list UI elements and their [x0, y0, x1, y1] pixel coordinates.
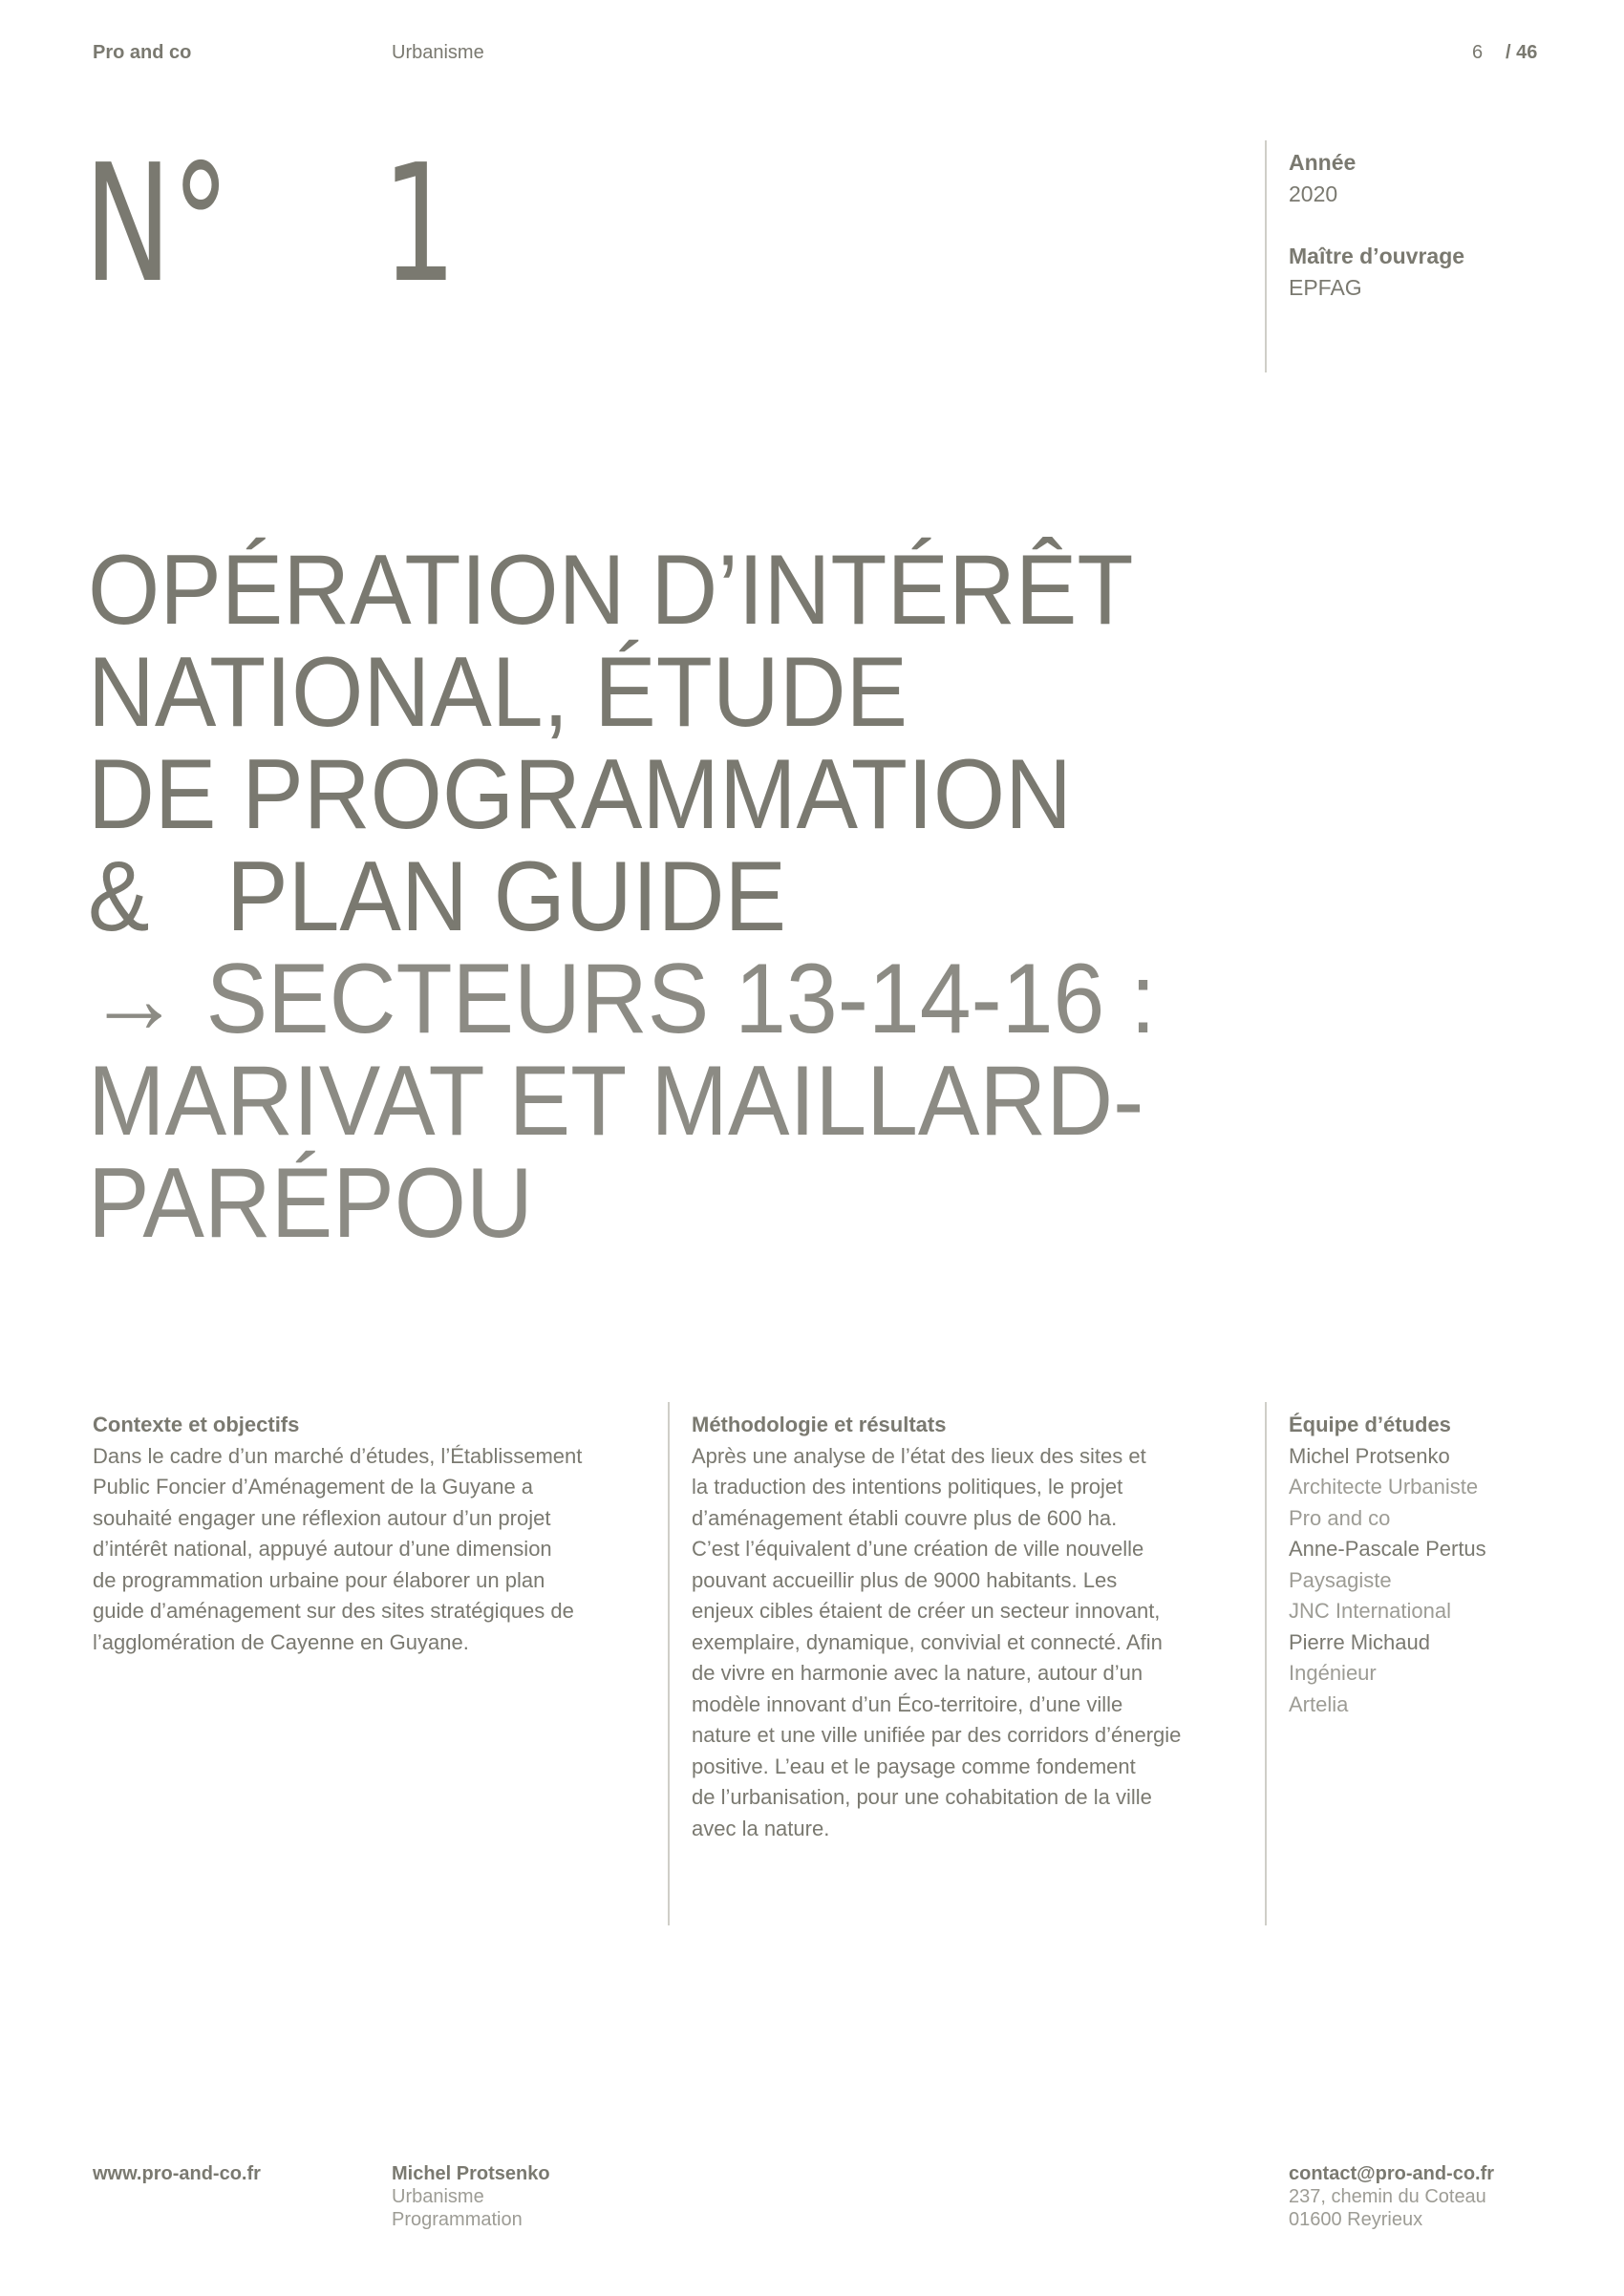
title-line: NATIONAL, ÉTUDE	[88, 637, 908, 748]
context-line: souhaité engager une réflexion autour d’un projet	[93, 1505, 551, 1530]
address-line: 01600 Reyrieux	[1289, 2209, 1423, 2230]
team-member-name: Anne-Pascale Pertus	[1289, 1537, 1486, 1561]
team-heading: Équipe d’études	[1289, 1413, 1451, 1436]
context-line: Dans le cadre d’un marché d’études, l’Établissement	[93, 1443, 583, 1468]
project-number-prefix: N°	[84, 130, 230, 319]
column-divider	[1265, 1402, 1267, 1925]
year-value: 2020	[1289, 181, 1338, 206]
method-line: d’aménagement établi couvre plus de 600 ha.	[692, 1505, 1118, 1530]
context-line: d’intérêt national, appuyé autour d’une dimension	[93, 1537, 552, 1561]
team-member-role: Paysagiste	[1289, 1567, 1392, 1592]
website-link[interactable]: www.pro-and-co.fr	[93, 2163, 261, 2184]
footer-person-block	[392, 2162, 550, 2231]
method-line: de vivre en harmonie avec la nature, autour d’un	[692, 1661, 1143, 1685]
project-title	[88, 535, 1292, 1259]
method-line: avec la nature.	[692, 1816, 830, 1840]
brand-name: Pro and co	[93, 42, 192, 63]
method-line: la traduction des intentions politiques, le projet	[692, 1475, 1123, 1499]
method-section	[692, 1410, 1265, 1844]
subtitle-line: PARÉPOU	[88, 1148, 533, 1259]
team-member-org: Pro and co	[1289, 1505, 1391, 1530]
context-line: l’agglomération de Cayenne en Guyane.	[93, 1629, 469, 1654]
page-total: / 46	[1506, 42, 1538, 63]
context-line: Public Foncier d’Aménagement de la Guyane a	[93, 1475, 534, 1499]
email-link[interactable]: contact@pro-and-co.fr	[1289, 2163, 1495, 2184]
method-heading: Méthodologie et résultats	[692, 1413, 947, 1436]
address-line: 237, chemin du Coteau	[1289, 2186, 1486, 2207]
team-member-org: JNC International	[1289, 1599, 1451, 1623]
footer-person-line: Urbanisme	[392, 2186, 484, 2207]
method-line: Après une analyse de l’état des lieux des sites et	[692, 1443, 1146, 1468]
footer-person-line: Programmation	[392, 2209, 523, 2230]
team-member-name: Pierre Michaud	[1289, 1629, 1430, 1654]
title-line: & PLAN GUIDE	[88, 841, 786, 952]
team-member-org: Artelia	[1289, 1691, 1349, 1716]
method-line: C’est l’équivalent d’une création de ville nouvelle	[692, 1537, 1144, 1561]
team-member-role: Architecte Urbaniste	[1289, 1475, 1479, 1499]
team-section	[1289, 1410, 1604, 1720]
client-value: EPFAG	[1289, 275, 1362, 300]
footer-person-name: Michel Protsenko	[392, 2163, 550, 2184]
subtitle-line: → SECTEURS 13-14-16 :	[88, 944, 1157, 1054]
method-line: enjeux cibles étaient de créer un secteur innovant,	[692, 1599, 1161, 1623]
project-number: 1	[382, 130, 457, 319]
method-line: nature et une ville unifiée par des corridors d’énergie	[692, 1723, 1182, 1747]
page-current: 6	[1472, 42, 1484, 63]
title-line: OPÉRATION D’INTÉRÊT	[88, 535, 1134, 646]
meta-divider	[1265, 140, 1267, 372]
method-line: modèle innovant d’un Éco-territoire, d’une ville	[692, 1691, 1123, 1716]
context-line: de programmation urbaine pour élaborer un plan	[93, 1567, 545, 1592]
section-name: Urbanisme	[392, 42, 484, 63]
team-member-name: Michel Protsenko	[1289, 1443, 1450, 1468]
client-label: Maître d’ouvrage	[1289, 244, 1465, 268]
title-line: DE PROGRAMMATION	[88, 739, 1072, 850]
context-line: guide d’aménagement sur des sites stratégiques de	[93, 1599, 574, 1623]
method-line: de l’urbanisation, pour une cohabitation de la ville	[692, 1785, 1152, 1809]
method-line: positive. L’eau et le paysage comme fondement	[692, 1754, 1136, 1778]
context-section	[93, 1410, 666, 1658]
year-label: Année	[1289, 150, 1357, 175]
column-divider	[668, 1402, 670, 1925]
footer-contact-block	[1289, 2162, 1494, 2231]
method-line: exemplaire, dynamique, convivial et connecté. Afin	[692, 1629, 1163, 1654]
subtitle-line: MARIVAT ET MAILLARD-	[88, 1046, 1144, 1157]
context-heading: Contexte et objectifs	[93, 1413, 300, 1436]
team-member-role: Ingénieur	[1289, 1661, 1377, 1685]
method-line: pouvant accueillir plus de 9000 habitants. Les	[692, 1567, 1118, 1592]
